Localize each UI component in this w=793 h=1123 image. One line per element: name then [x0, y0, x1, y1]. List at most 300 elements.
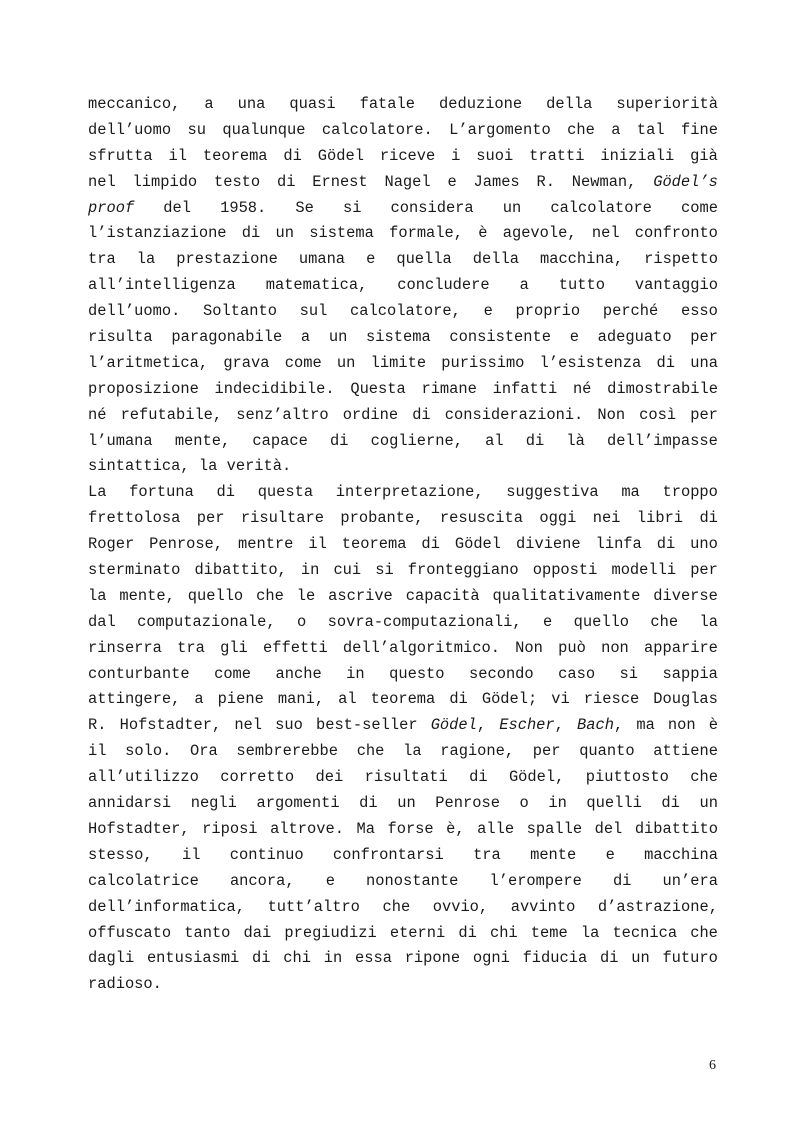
word	[621, 480, 639, 506]
word	[592, 221, 620, 247]
word-text: ,	[476, 716, 487, 735]
word	[509, 765, 564, 791]
word-text: umana	[298, 250, 346, 269]
word	[611, 118, 620, 144]
word	[258, 480, 313, 506]
word	[449, 118, 551, 144]
word-text: diverse	[653, 586, 718, 605]
text-line	[88, 843, 718, 869]
word	[577, 713, 623, 739]
word-text: superiorità	[616, 95, 718, 113]
word-text: modelli	[611, 561, 677, 580]
word	[476, 144, 513, 170]
text-line	[88, 662, 718, 688]
word	[190, 457, 218, 475]
text-line	[88, 636, 718, 662]
word-text: di	[329, 431, 349, 450]
word-text: apparire	[644, 638, 718, 657]
word	[222, 118, 305, 144]
word-text: ordine	[342, 405, 399, 424]
word-text: calcolatore.	[321, 120, 433, 139]
word-text: la	[699, 612, 718, 631]
word	[244, 921, 272, 947]
word-text: o	[297, 612, 307, 631]
word	[175, 429, 230, 455]
word-text: l’esistenza	[539, 353, 642, 372]
word	[283, 946, 311, 972]
word	[473, 247, 519, 273]
word-text: oggi	[539, 509, 577, 528]
text-line	[88, 558, 718, 584]
word-text: chi	[489, 923, 518, 942]
word-text: così	[639, 405, 677, 424]
word	[252, 946, 270, 972]
word-text: sembrerebbe	[236, 742, 339, 761]
word-text: tutt’altro	[267, 897, 360, 916]
word	[469, 765, 487, 791]
text-line	[88, 765, 718, 791]
word	[330, 429, 348, 455]
text-line	[88, 610, 718, 636]
word	[637, 506, 683, 532]
word-text: ripone	[404, 949, 461, 968]
word	[601, 636, 629, 662]
word	[431, 713, 486, 739]
word-text: mente	[530, 845, 577, 864]
italic-word: proof	[88, 198, 135, 217]
word	[88, 895, 245, 921]
word	[531, 921, 568, 947]
word	[360, 92, 415, 118]
text-line	[88, 532, 718, 558]
word-text: quello	[187, 586, 244, 605]
italic-word: Gödel	[430, 716, 477, 735]
word-text: limpido	[132, 172, 198, 191]
word	[581, 921, 599, 947]
word-text: paragonabile	[171, 328, 283, 347]
word	[88, 817, 190, 843]
italic-word: Gödel’s	[653, 172, 718, 191]
word	[309, 221, 374, 247]
word-text: rinserra	[88, 638, 162, 657]
italic-word: Escher	[499, 716, 555, 735]
word	[277, 170, 295, 196]
text-line	[88, 687, 718, 713]
word	[406, 584, 480, 610]
word-text: spalle	[526, 819, 583, 838]
text-line	[88, 480, 718, 506]
word-text: mente,	[119, 586, 175, 605]
word	[276, 662, 322, 688]
word-text: come	[681, 198, 718, 217]
word	[119, 584, 174, 610]
word-text: non	[667, 716, 696, 735]
word-text: di	[656, 535, 676, 554]
word	[579, 739, 634, 765]
word	[387, 817, 433, 843]
word	[540, 247, 623, 273]
word	[662, 946, 717, 972]
word-text: rimane	[421, 379, 477, 398]
word-text: dai	[243, 923, 272, 942]
word	[612, 921, 677, 947]
word	[322, 118, 433, 144]
word-text: tra	[473, 845, 501, 864]
word	[455, 532, 501, 558]
word-text: probante,	[340, 509, 424, 528]
word-text: calcolatrice	[88, 871, 199, 890]
word-text: Douglas	[653, 690, 718, 709]
word-text: un	[631, 949, 650, 968]
word	[333, 843, 444, 869]
word-text: tra	[88, 250, 116, 269]
word	[371, 429, 463, 455]
word	[493, 584, 641, 610]
word	[600, 946, 618, 972]
word-text: cui	[333, 561, 362, 580]
word-text: dibattito	[634, 819, 718, 838]
word	[511, 895, 576, 921]
word-text: che	[356, 742, 385, 761]
word-text: uno	[690, 535, 718, 554]
word	[312, 170, 367, 196]
word-text: negli	[190, 794, 237, 813]
word-text: di	[661, 794, 680, 813]
word-text: attiene	[653, 742, 718, 761]
word	[88, 946, 134, 972]
word	[256, 584, 284, 610]
word-text: la	[136, 250, 156, 269]
word-text: considerazioni.	[444, 405, 584, 424]
word	[149, 532, 223, 558]
word	[169, 144, 187, 170]
word	[596, 532, 642, 558]
word-text: caso	[558, 664, 596, 683]
word-text: riceve	[379, 146, 436, 165]
word	[681, 299, 718, 325]
word	[526, 429, 544, 455]
word	[218, 687, 264, 713]
word-text: una	[690, 353, 718, 372]
word-text: Se	[295, 198, 314, 217]
word	[220, 636, 248, 662]
word	[421, 532, 439, 558]
word-text: ,	[554, 716, 564, 735]
word-text: il	[88, 742, 107, 761]
word-text: fortuna	[129, 483, 194, 502]
word-text: e	[447, 172, 457, 191]
word-text: purissimo	[441, 353, 525, 372]
word-text: di	[525, 431, 545, 450]
word-text: i	[451, 146, 461, 165]
word-text: che	[382, 897, 411, 916]
word	[570, 325, 579, 351]
word	[384, 170, 430, 196]
word	[342, 532, 407, 558]
word-text: deduzione	[439, 95, 523, 113]
word	[88, 457, 190, 475]
word-text: sterminato	[88, 561, 181, 580]
word	[194, 687, 203, 713]
word-text: annidarsi	[88, 794, 172, 813]
word-text: qualitativamente	[492, 586, 641, 605]
word-text: e	[605, 845, 615, 864]
word	[523, 946, 588, 972]
word-text: libri	[636, 509, 684, 528]
word-text: senz’altro	[236, 405, 329, 424]
word	[477, 817, 514, 843]
word-text: d’astrazione,	[597, 897, 718, 916]
word-text: Penrose	[435, 794, 500, 813]
word	[611, 558, 676, 584]
word-text: sistema	[366, 328, 431, 347]
word	[190, 739, 218, 765]
word	[301, 558, 319, 584]
word	[490, 921, 518, 947]
word-text: l’istanziazione	[88, 224, 227, 243]
word-text: fiducia	[522, 949, 588, 968]
word	[433, 895, 488, 921]
word	[566, 429, 584, 455]
word-text: che	[567, 120, 595, 139]
word	[690, 351, 718, 377]
word	[328, 584, 393, 610]
word-text: che	[650, 612, 679, 631]
word	[440, 739, 514, 765]
word	[214, 170, 260, 196]
word	[382, 895, 410, 921]
word	[690, 765, 718, 791]
word	[662, 480, 717, 506]
word	[546, 92, 592, 118]
word-text: dell’algoritmico.	[342, 638, 500, 657]
word	[278, 687, 324, 713]
word	[663, 869, 718, 895]
word-text: il	[168, 146, 188, 165]
word-text: conturbante	[88, 664, 190, 683]
word	[215, 377, 335, 403]
word-text: futuro	[662, 949, 718, 968]
word-text: quella	[396, 250, 452, 269]
word-text: della	[472, 250, 519, 269]
word-text: di	[612, 871, 632, 890]
word	[88, 975, 162, 993]
word-text: sintattica,	[88, 457, 190, 476]
word	[236, 403, 328, 429]
word-text: dagli	[88, 949, 135, 968]
word	[533, 558, 598, 584]
word	[315, 765, 343, 791]
word	[326, 869, 335, 895]
word-text: ogni	[472, 949, 510, 968]
word-text: né	[572, 379, 592, 398]
word-text: formale,	[389, 224, 463, 243]
word	[405, 946, 460, 972]
word-text: La	[88, 483, 107, 502]
word	[606, 843, 615, 869]
word-text: troppo	[662, 483, 718, 502]
text-line	[88, 325, 718, 351]
word-text: dell’uomo	[88, 120, 172, 139]
word-text: su	[187, 120, 206, 139]
word	[121, 403, 223, 429]
word-text: all’intelligenza	[88, 276, 236, 295]
word-text: di	[469, 768, 488, 787]
word-text: per	[690, 561, 718, 580]
word-text: nei	[592, 509, 621, 528]
word-text: dell’uomo.	[88, 302, 181, 321]
text-line	[88, 946, 718, 972]
word	[551, 687, 569, 713]
word-text: è	[708, 716, 718, 735]
word	[644, 843, 718, 869]
word	[700, 610, 718, 636]
word	[530, 843, 576, 869]
word-text: di	[252, 949, 271, 968]
word-text: Gödel,	[508, 768, 565, 787]
word	[295, 196, 313, 222]
word-text: proposizione	[88, 379, 199, 398]
word	[403, 739, 421, 765]
word-text: un	[699, 794, 718, 813]
word	[595, 817, 623, 843]
word-text: interpretazione,	[335, 483, 484, 502]
word-text: non	[601, 638, 629, 657]
word	[657, 532, 675, 558]
word	[366, 325, 431, 351]
word-text: sappia	[662, 664, 718, 683]
word-text: è,	[446, 819, 465, 838]
word	[163, 196, 191, 222]
word	[343, 636, 500, 662]
word	[493, 377, 558, 403]
text-line	[88, 584, 718, 610]
word	[308, 532, 326, 558]
word	[338, 687, 356, 713]
text-line	[88, 739, 718, 765]
word	[276, 221, 294, 247]
word-text: indecidibile.	[214, 379, 335, 398]
word-text: si	[342, 198, 362, 217]
word	[203, 299, 277, 325]
word-text: fatale	[359, 95, 415, 113]
word	[458, 921, 476, 947]
word-text: un’era	[662, 871, 718, 890]
word	[516, 532, 581, 558]
word	[644, 247, 718, 273]
word-text: suggestiva	[506, 483, 599, 502]
word-text: della	[546, 95, 593, 113]
word-text: già	[690, 146, 718, 165]
word-text: il	[308, 535, 327, 554]
word	[690, 532, 718, 558]
word-text: né	[88, 405, 107, 424]
word-text: là	[566, 431, 585, 450]
word-text: o	[519, 794, 529, 813]
word-text: tecnica	[612, 923, 678, 942]
word-text: ancora,	[229, 871, 295, 890]
word	[194, 558, 286, 584]
word	[284, 921, 376, 947]
word-text: e	[325, 871, 335, 890]
word-text: di	[656, 353, 675, 372]
word-text: del	[163, 198, 191, 217]
word	[584, 687, 639, 713]
word	[447, 170, 456, 196]
word	[620, 662, 638, 688]
word	[598, 325, 672, 351]
text-line	[88, 869, 718, 895]
word-text: in	[323, 949, 343, 968]
word-text: grava	[223, 353, 270, 372]
word-text: tutto	[558, 276, 605, 295]
word-text: l’aritmetica,	[88, 353, 209, 372]
word	[220, 765, 294, 791]
word	[690, 144, 718, 170]
word-text: Nagel	[384, 172, 431, 191]
word	[482, 687, 537, 713]
word-text: nel	[591, 224, 620, 243]
word	[357, 739, 385, 765]
word	[252, 429, 307, 455]
word	[559, 273, 605, 299]
word	[88, 584, 106, 610]
word	[88, 92, 180, 118]
word	[238, 92, 266, 118]
word	[197, 506, 225, 532]
word-text: di	[359, 794, 378, 813]
word	[88, 636, 162, 662]
word-text: consistente	[449, 328, 552, 347]
word-text: secondo	[469, 664, 534, 683]
text-line	[88, 921, 718, 947]
word	[550, 196, 652, 222]
word-text: mani,	[277, 690, 325, 709]
word-text: dell’impasse	[607, 431, 718, 450]
word	[515, 636, 543, 662]
text-line	[88, 454, 718, 480]
word	[316, 713, 418, 739]
word	[88, 377, 199, 403]
word	[182, 843, 200, 869]
word-text: ascrive	[328, 586, 393, 605]
word-text: solo.	[125, 742, 172, 761]
word	[653, 687, 718, 713]
word-text: coglierne,	[370, 431, 463, 450]
word-text: Roger	[88, 535, 135, 554]
word	[88, 843, 153, 869]
word-text: dell’informatica,	[88, 897, 246, 916]
word	[397, 791, 415, 817]
word-text: iniziali	[600, 146, 675, 165]
word	[485, 429, 503, 455]
word	[176, 247, 278, 273]
word	[548, 791, 566, 817]
word-text: Soltanto	[203, 302, 277, 321]
word-text: tratti	[529, 146, 585, 165]
word	[343, 403, 398, 429]
word	[191, 791, 237, 817]
word-text: James	[473, 172, 520, 191]
word	[343, 196, 361, 222]
word-text: a	[204, 95, 214, 113]
word-text: questa	[257, 483, 314, 502]
text-line	[88, 377, 718, 403]
word	[137, 247, 155, 273]
word	[668, 713, 696, 739]
word-text: per	[690, 405, 718, 424]
word	[421, 377, 476, 403]
